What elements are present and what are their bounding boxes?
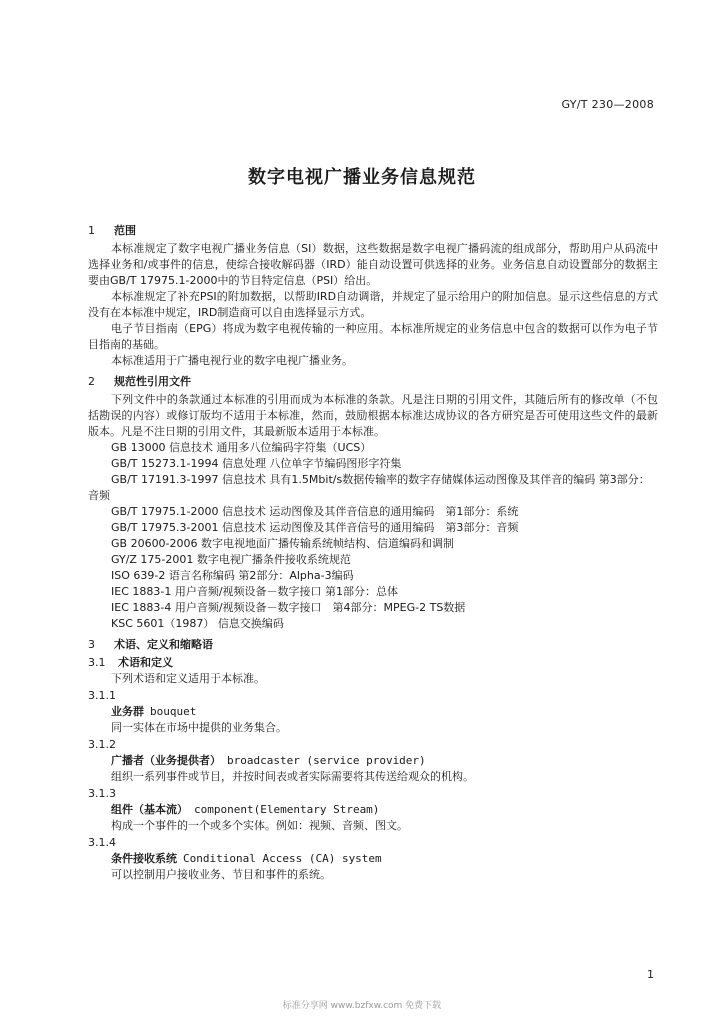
document-title: 数字电视广播业务信息规范 xyxy=(248,167,476,188)
term-definition: 组织一系列事件或节目，并按时间表或者实际需要将其传送给观众的机构。 xyxy=(111,770,474,783)
subsection-heading xyxy=(88,655,658,671)
term-zh: 组件（基本流） xyxy=(111,803,188,816)
reference-item: IEC 1883-4 用户音频/视频设备－数字接口 第4部分：MPEG-2 TS数据 xyxy=(111,601,466,614)
paragraph: 下列文件中的条款通过本标准的引用而成为本标准的条款。凡是注日期的引用文件，其随后所有的修改单（不包括勘误的内容）或修订版均不适用于本标准，然而，鼓励根据本标准达成协议的各方研究是否可使用这些文件的最新版本。凡是不注日期的引用文件，其最新版本适用于本标准。 xyxy=(88,393,658,438)
subsection-title: 术语和定义 xyxy=(118,656,173,669)
section-number: 3 xyxy=(88,638,95,651)
reference-item: GB/T 17191.3-1997 信息技术 具有1.5Mbit/s数据传输率的数字存储媒体运动图像及其伴音的编码 第3部分：音频 xyxy=(88,473,650,502)
footer-watermark: 标准分享网 www.bzfxw.com 免费下载 xyxy=(282,1001,442,1011)
term-entry xyxy=(88,786,658,834)
term-number: 3.1.2 xyxy=(88,738,116,751)
reference-item: GB 13000 信息技术 通用多八位编码字符集（UCS） xyxy=(111,441,372,454)
section-title: 范围 xyxy=(114,224,136,237)
term-entry xyxy=(88,835,658,883)
section-number: 1 xyxy=(88,224,95,237)
section-heading-normative-references xyxy=(88,374,658,390)
reference-item: ISO 639-2 语言名称编码 第2部分：Alpha-3编码 xyxy=(111,569,354,582)
term-number: 3.1.3 xyxy=(88,787,116,800)
paragraph: 电子节目指南（EPG）将成为数字电视传输的一种应用。本标准所规定的业务信息中包含的数据可以作为电子节目指南的基础。 xyxy=(88,322,658,351)
standard-code: GY/T 230—2008 xyxy=(561,98,654,111)
term-definition: 同一实体在市场中提供的业务集合。 xyxy=(111,721,287,734)
term-name xyxy=(111,753,658,769)
term-en: Conditional Access (CA) system xyxy=(183,852,382,865)
reference-item: KSC 5601（1987） 信息交换编码 xyxy=(111,617,284,630)
term-en: bouquet xyxy=(150,705,197,718)
reference-item: GB/T 17975.1-2000 信息技术 运动图像及其伴音信息的通用编码 第1部分：系统 xyxy=(111,505,519,518)
term-name xyxy=(111,851,658,867)
paragraph: 本标准规定了数字电视广播业务信息（SI）数据，这些数据是数字电视广播码流的组成部分，帮助用户从码流中选择业务和/或事件的信息，使综合接收解码器（IRD）能自动设置可供选择的业务。业务信息自动设置部分的数据主要由GB/T 17975.1-2000中的节目特定信息（PSI）给出。 xyxy=(88,242,658,287)
paragraph: 本标准适用于广播电视行业的数字电视广播业务。 xyxy=(111,354,353,367)
paragraph: 本标准规定了补充PSI的附加数据，以帮助IRD自动调谐，并规定了显示给用户的附加信息。显示这些信息的方式没有在本标准中规定，IRD制造商可以自由选择显示方式。 xyxy=(88,290,658,319)
term-definition: 可以控制用户接收业务、节目和事件的系统。 xyxy=(111,868,331,881)
term-name xyxy=(111,704,658,720)
reference-list xyxy=(88,440,658,632)
term-name xyxy=(111,802,658,818)
term-zh: 广播者（业务提供者） xyxy=(111,754,221,767)
section-heading-terms xyxy=(88,637,658,653)
section-heading-scope xyxy=(88,223,658,239)
term-zh: 业务群 xyxy=(111,705,144,718)
paragraph: 下列术语和定义适用于本标准。 xyxy=(111,672,265,685)
reference-item: GB 20600-2006 数字电视地面广播传输系统帧结构、信道编码和调制 xyxy=(111,537,455,550)
term-en: component(Elementary Stream) xyxy=(194,803,380,816)
reference-item: GB/T 17975.3-2001 信息技术 运动图像及其伴音信号的通用编码 第3部分：音频 xyxy=(111,521,519,534)
term-number: 3.1.4 xyxy=(88,836,116,849)
term-entry xyxy=(88,688,658,736)
reference-item: IEC 1883-1 用户音频/视频设备－数字接口 第1部分：总体 xyxy=(111,585,399,598)
section-title: 规范性引用文件 xyxy=(114,375,191,388)
document-body xyxy=(88,220,658,883)
reference-item: GB/T 15273.1-1994 信息处理 八位单字节编码图形字符集 xyxy=(111,457,402,470)
section-number: 2 xyxy=(88,375,95,388)
page-number: 1 xyxy=(647,968,654,981)
term-number: 3.1.1 xyxy=(88,689,116,702)
subsection-number: 3.1 xyxy=(88,656,106,669)
section-title: 术语、定义和缩略语 xyxy=(114,638,213,651)
reference-item: GY/Z 175-2001 数字电视广播条件接收系统规范 xyxy=(111,553,351,566)
term-zh: 条件接收系统 xyxy=(111,852,177,865)
term-definition: 构成一个事件的一个或多个实体。例如：视频、音频、图文。 xyxy=(111,819,408,832)
term-en: broadcaster (service provider) xyxy=(227,754,426,767)
term-entry xyxy=(88,737,658,785)
